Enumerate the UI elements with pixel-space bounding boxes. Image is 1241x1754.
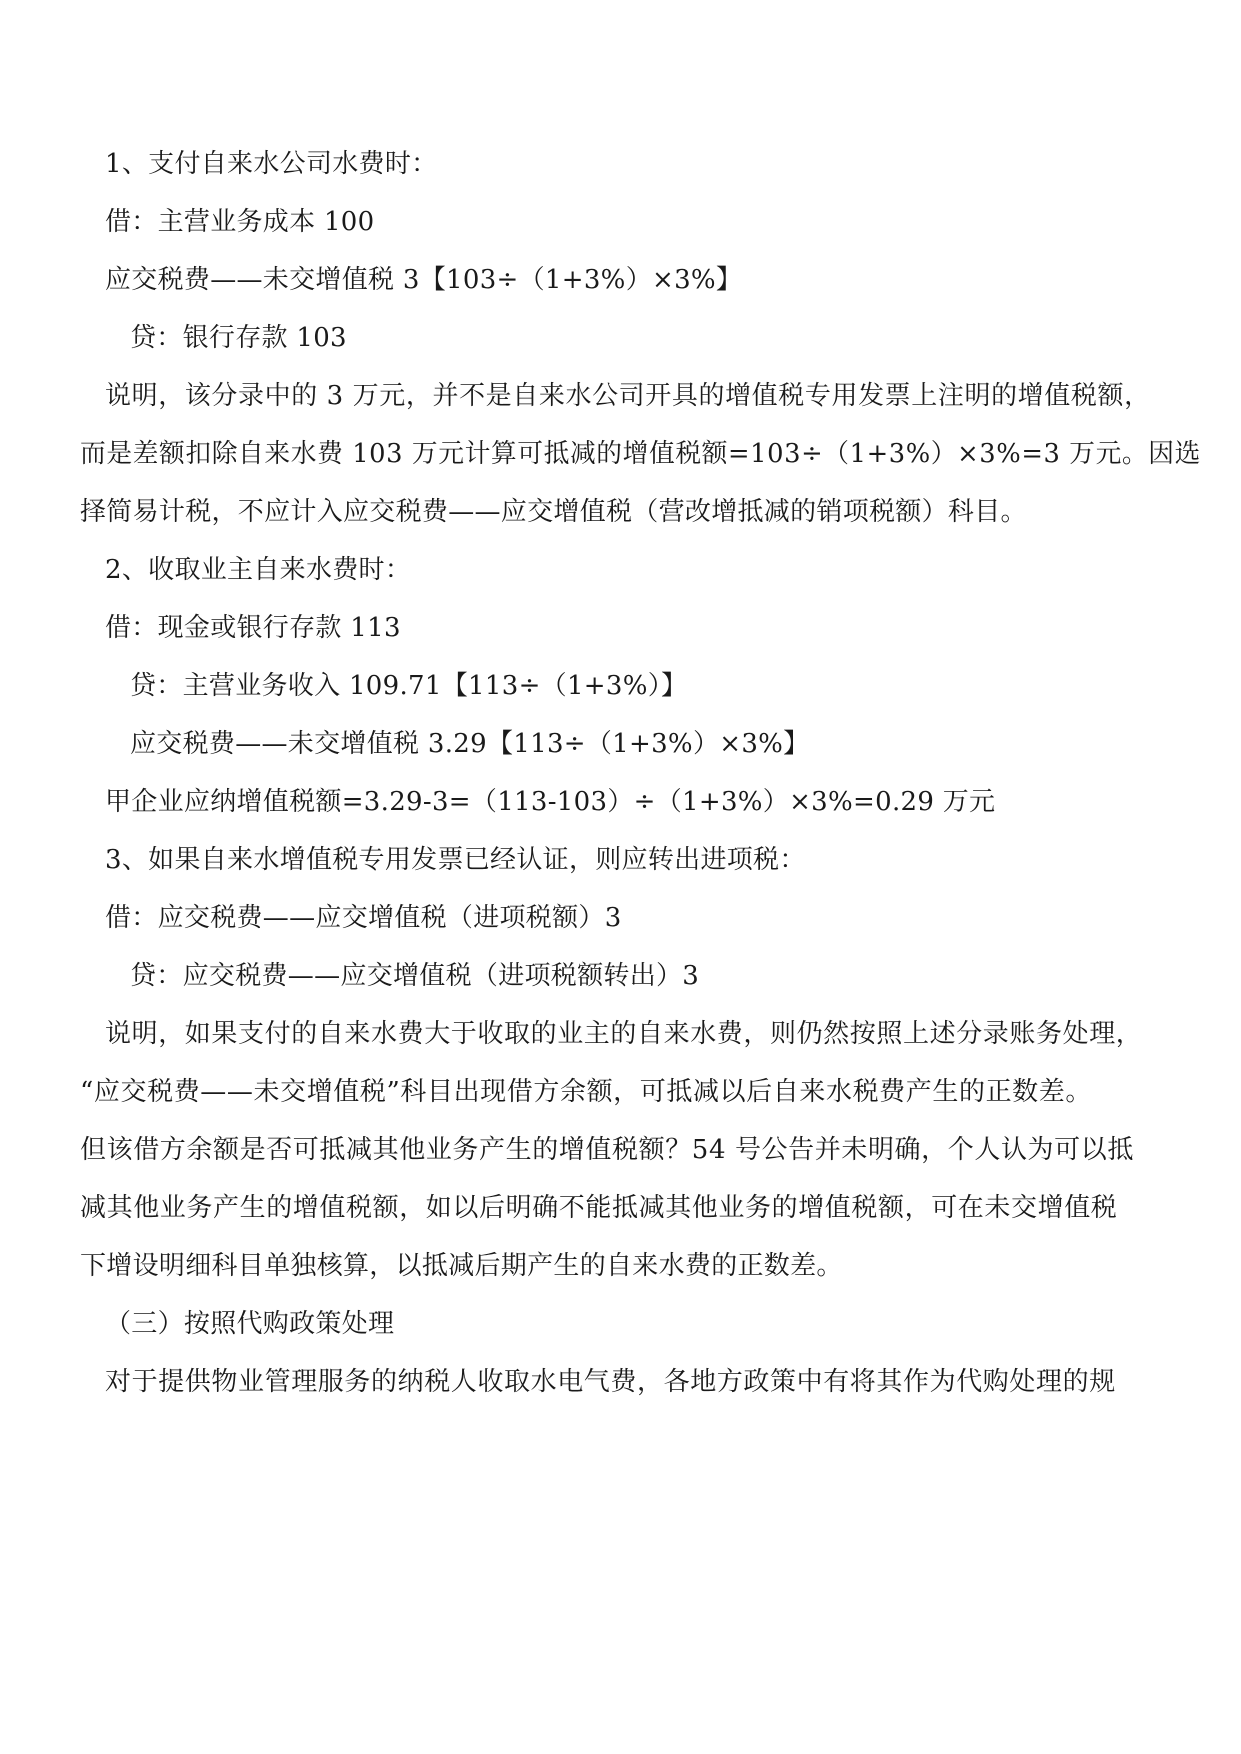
paragraph-line: 但该借方余额是否可抵减其他业务产生的增值税额？54 号公告并未明确，个人认为可以抵	[80, 1135, 1134, 1165]
paragraph-line: 1、支付自来水公司水费时：	[105, 149, 438, 179]
paragraph-line: “应交税费——未交增值税”科目出现借方余额，可抵减以后自来水税费产生的正数差。	[80, 1077, 1092, 1107]
paragraph-line: 借：应交税费——应交增值税（进项税额）3	[105, 903, 622, 933]
paragraph-line: 借：主营业务成本 100	[105, 207, 375, 237]
paragraph-line: 贷：应交税费——应交增值税（进项税额转出）3	[130, 961, 700, 991]
paragraph-line: 应交税费——未交增值税 3.29【113÷（1+3%）×3%】	[130, 729, 810, 759]
paragraph-line: 择简易计税，不应计入应交税费——应交增值税（营改增抵减的销项税额）科目。	[80, 497, 1027, 527]
paragraph-line: 应交税费——未交增值税 3【103÷（1+3%）×3%】	[105, 265, 743, 295]
paragraph-line: 而是差额扣除自来水费 103 万元计算可抵减的增值税额=103÷（1+3%）×3%=3 万元。因选	[80, 439, 1201, 469]
paragraph-line: 说明，该分录中的 3 万元，并不是自来水公司开具的增值税专用发票上注明的增值税额，	[105, 381, 1151, 411]
paragraph-line: 减其他业务产生的增值税额，如以后明确不能抵减其他业务的增值税额，可在未交增值税	[80, 1193, 1118, 1223]
paragraph-line: 借：现金或银行存款 113	[105, 613, 401, 643]
section-heading: （三）按照代购政策处理	[105, 1309, 395, 1339]
paragraph-line: 3、如果自来水增值税专用发票已经认证，则应转出进项税：	[105, 845, 806, 875]
paragraph-line: 贷：银行存款 103	[130, 323, 347, 353]
paragraph-line: 甲企业应纳增值税额=3.29-3=（113-103）÷（1+3%）×3%=0.29 万元	[105, 787, 996, 817]
paragraph-line: 说明，如果支付的自来水费大于收取的业主的自来水费，则仍然按照上述分录账务处理，	[105, 1019, 1143, 1049]
paragraph-line: 对于提供物业管理服务的纳税人收取水电气费，各地方政策中有将其作为代购处理的规	[105, 1367, 1116, 1397]
paragraph-line: 下增设明细科目单独核算，以抵减后期产生的自来水费的正数差。	[80, 1251, 843, 1281]
paragraph-line: 贷：主营业务收入 109.71【113÷（1+3%）】	[130, 671, 688, 701]
paragraph-line: 2、收取业主自来水费时：	[105, 555, 412, 585]
